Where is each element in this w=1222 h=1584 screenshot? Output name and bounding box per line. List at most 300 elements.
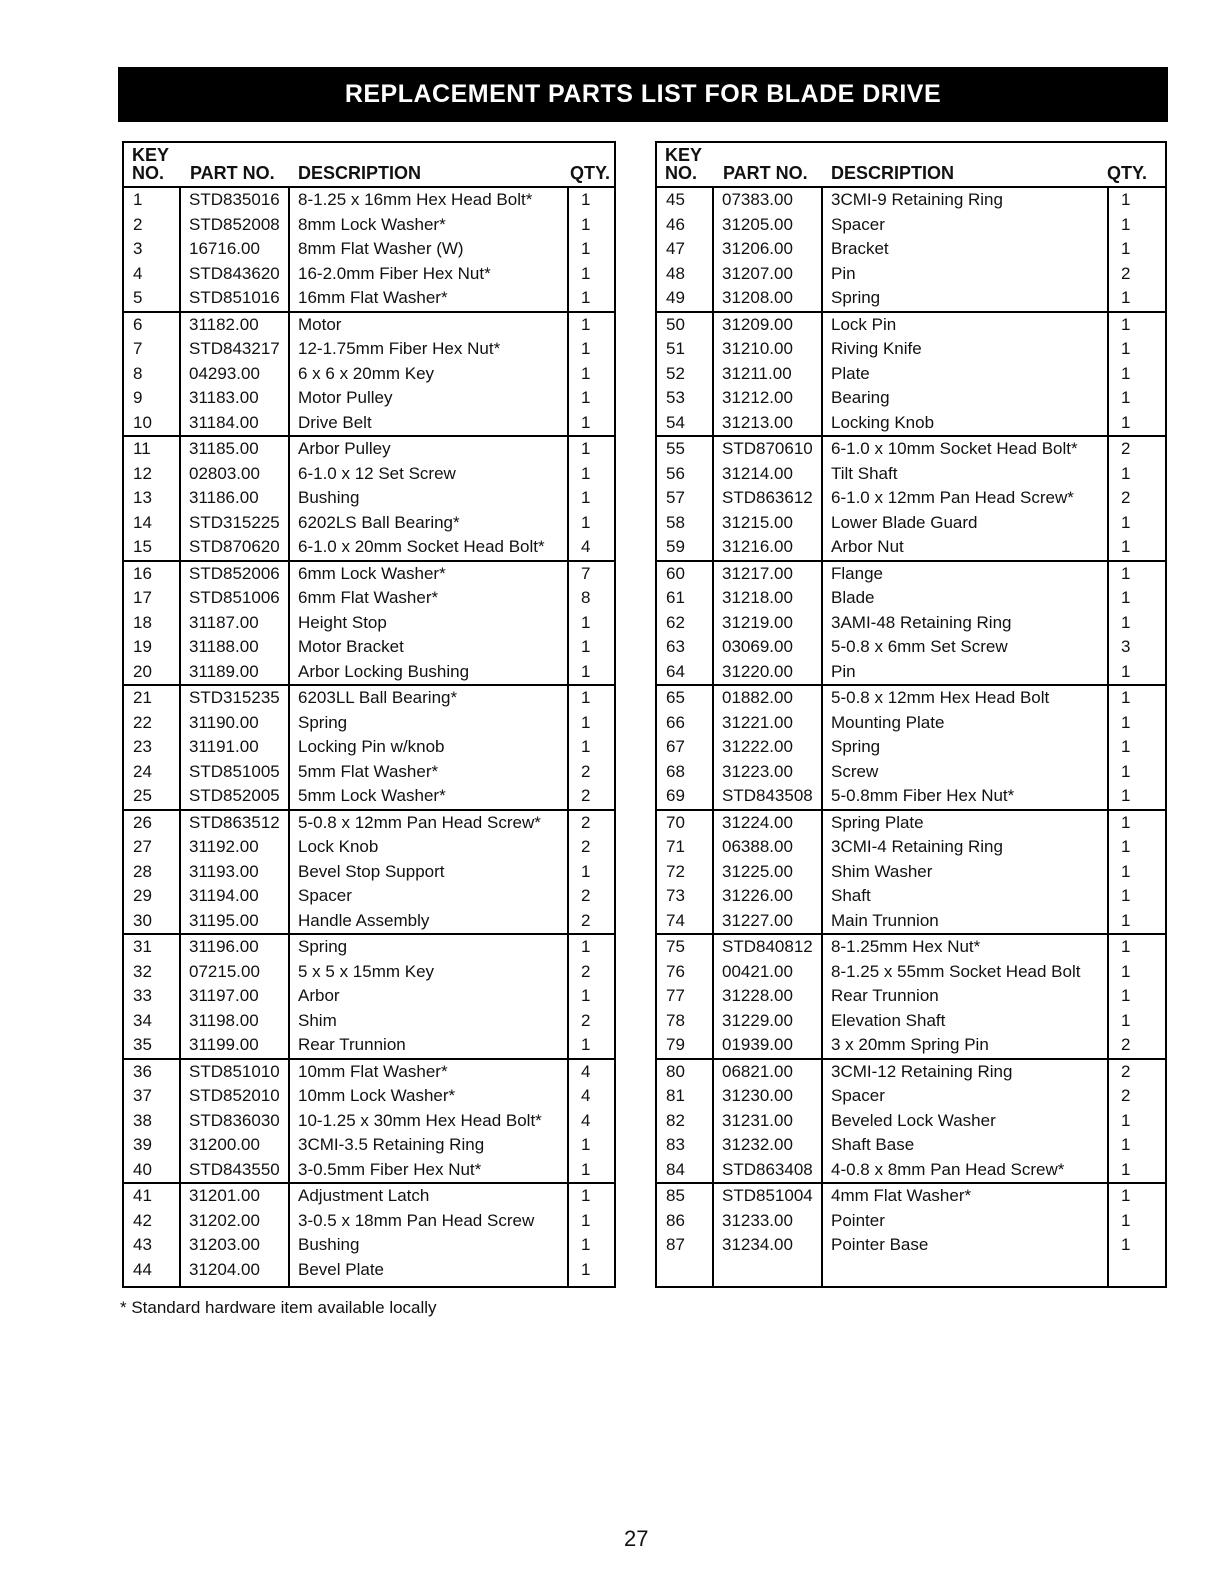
table-row (657, 535, 1165, 560)
part-cell: 31206.00 (714, 237, 823, 262)
table-row (657, 437, 1165, 462)
qty-cell: 2 (1121, 1061, 1131, 1081)
row-group (657, 560, 1165, 685)
qty-cell: 1 (581, 937, 591, 956)
qty-cell: 4 (581, 1110, 591, 1130)
qty-cell: 1 (581, 488, 591, 507)
table-row (124, 1184, 614, 1209)
row-group (124, 311, 614, 436)
part-cell: STD863408 (714, 1158, 823, 1183)
part-cell: 31211.00 (714, 362, 823, 387)
qty-cell: 2 (581, 1010, 591, 1030)
table-row (657, 1084, 1165, 1109)
table-row (657, 213, 1165, 238)
key-cell: 42 (124, 1209, 181, 1234)
desc-cell: 6mm Lock Washer* (290, 562, 569, 587)
qty-cell: 1 (1121, 463, 1131, 483)
desc-cell: Lower Blade Guard (823, 511, 1109, 536)
key-cell: 66 (657, 711, 714, 736)
part-cell: 31195.00 (181, 909, 290, 934)
qty-cell: 1 (581, 1235, 591, 1254)
part-cell: 31221.00 (714, 711, 823, 736)
table-row (657, 760, 1165, 785)
key-cell: 77 (657, 984, 714, 1009)
part-cell: 31232.00 (714, 1133, 823, 1158)
desc-cell: 5mm Lock Washer* (290, 784, 569, 809)
key-cell: 87 (657, 1233, 714, 1258)
table-row (657, 262, 1165, 287)
table-row (657, 1109, 1165, 1134)
row-group (124, 435, 614, 560)
key-cell: 34 (124, 1009, 181, 1034)
table-row (124, 960, 614, 985)
key-cell: 40 (124, 1158, 181, 1183)
part-cell: 31205.00 (714, 213, 823, 238)
part-cell: 31186.00 (181, 486, 290, 511)
key-cell: 81 (657, 1084, 714, 1109)
table-row (124, 1233, 614, 1258)
table-header (657, 143, 1165, 188)
key-cell: 31 (124, 935, 181, 960)
desc-cell: 5-0.8 x 12mm Pan Head Screw* (290, 811, 569, 836)
part-cell: 31192.00 (181, 835, 290, 860)
key-cell: 74 (657, 909, 714, 934)
qty-cell: 1 (581, 1186, 591, 1205)
table-row (657, 486, 1165, 511)
key-cell: 85 (657, 1184, 714, 1209)
key-cell: 67 (657, 735, 714, 760)
table-row (657, 660, 1165, 685)
desc-cell: 5-0.8 x 12mm Hex Head Bolt (823, 686, 1109, 711)
qty-cell: 1 (1121, 812, 1131, 832)
qty-cell: 1 (581, 263, 591, 283)
key-cell: 23 (124, 735, 181, 760)
part-cell: 31183.00 (181, 386, 290, 411)
footnote: * Standard hardware item available locally (120, 1298, 437, 1317)
qty-cell: 1 (581, 1210, 591, 1230)
table-row (657, 386, 1165, 411)
desc-cell: 3AMI-48 Retaining Ring (823, 611, 1109, 636)
desc-cell: 3-0.5 x 18mm Pan Head Screw (290, 1209, 569, 1234)
desc-cell: 6mm Flat Washer* (290, 586, 569, 611)
part-cell: 31204.00 (181, 1258, 290, 1283)
part-cell: 31188.00 (181, 635, 290, 660)
desc-cell: Pin (823, 660, 1109, 685)
table-body (657, 188, 1165, 1286)
table-row (124, 411, 614, 436)
desc-cell: 6 x 6 x 20mm Key (290, 362, 569, 387)
qty-cell: 1 (1121, 761, 1131, 781)
key-cell: 29 (124, 884, 181, 909)
key-cell: 60 (657, 562, 714, 587)
desc-cell: Lock Pin (823, 313, 1109, 338)
key-cell: 2 (124, 213, 181, 238)
header-qty: QTY. (1106, 163, 1147, 183)
qty-cell: 1 (1121, 537, 1131, 556)
qty-cell: 2 (1121, 1035, 1131, 1054)
key-cell: 7 (124, 337, 181, 362)
key-cell: 80 (657, 1060, 714, 1085)
desc-cell: Bevel Plate (290, 1258, 569, 1283)
key-cell: 44 (124, 1258, 181, 1283)
part-cell: STD851005 (181, 760, 290, 785)
part-cell: STD840812 (714, 935, 823, 960)
part-cell: 31199.00 (181, 1033, 290, 1058)
qty-cell: 1 (1121, 314, 1131, 334)
qty-cell: 1 (581, 712, 591, 732)
row-group (657, 933, 1165, 1058)
desc-cell: Riving Knife (823, 337, 1109, 362)
desc-cell: 6-1.0 x 12 Set Screw (290, 462, 569, 487)
desc-cell: Arbor Nut (823, 535, 1109, 560)
desc-cell: 10mm Flat Washer* (290, 1060, 569, 1085)
desc-cell: Shaft (823, 884, 1109, 909)
key-cell: 78 (657, 1009, 714, 1034)
desc-cell: 3CMI-4 Retaining Ring (823, 835, 1109, 860)
desc-cell: Rear Trunnion (290, 1033, 569, 1058)
table-row (124, 611, 614, 636)
desc-cell: 5-0.8mm Fiber Hex Nut* (823, 784, 1109, 809)
table-row (124, 386, 614, 411)
qty-cell: 1 (1121, 786, 1131, 805)
part-cell: 31185.00 (181, 437, 290, 462)
table-row (124, 984, 614, 1009)
qty-cell: 2 (581, 786, 591, 805)
part-cell: 31217.00 (714, 562, 823, 587)
part-cell: STD852006 (181, 562, 290, 587)
table-row (124, 784, 614, 809)
key-cell: 53 (657, 386, 714, 411)
qty-cell: 1 (1121, 363, 1131, 383)
part-cell: 31224.00 (714, 811, 823, 836)
key-cell: 50 (657, 313, 714, 338)
table-row (657, 1009, 1165, 1034)
table-row (657, 635, 1165, 660)
part-cell: 31184.00 (181, 411, 290, 436)
desc-cell: 8-1.25 x 16mm Hex Head Bolt* (290, 188, 569, 213)
table-row (124, 935, 614, 960)
part-cell: 04293.00 (181, 362, 290, 387)
part-cell: 31214.00 (714, 462, 823, 487)
desc-cell: Spring (823, 735, 1109, 760)
part-cell: 31227.00 (714, 909, 823, 934)
part-cell: STD851016 (181, 286, 290, 311)
key-cell: 17 (124, 586, 181, 611)
key-cell: 71 (657, 835, 714, 860)
part-cell: 31228.00 (714, 984, 823, 1009)
key-cell: 21 (124, 686, 181, 711)
part-cell: 06821.00 (714, 1060, 823, 1085)
qty-cell: 1 (581, 986, 591, 1005)
desc-cell: Drive Belt (290, 411, 569, 436)
part-cell: STD852010 (181, 1084, 290, 1109)
table-row (657, 1060, 1165, 1085)
qty-cell: 1 (581, 388, 591, 407)
part-cell: STD863512 (181, 811, 290, 836)
key-cell: 55 (657, 437, 714, 462)
key-cell: 49 (657, 286, 714, 311)
qty-cell: 8 (581, 588, 591, 607)
row-group (124, 933, 614, 1058)
row-group (657, 1182, 1165, 1286)
key-cell: 52 (657, 362, 714, 387)
part-cell: STD852008 (181, 213, 290, 238)
table-row (657, 784, 1165, 809)
key-cell: 15 (124, 535, 181, 560)
table-row (124, 437, 614, 462)
desc-cell: 5 x 5 x 15mm Key (290, 960, 569, 985)
desc-cell: Bevel Stop Support (290, 860, 569, 885)
key-cell: 38 (124, 1109, 181, 1134)
table-row (124, 1084, 614, 1109)
part-cell: STD843217 (181, 337, 290, 362)
key-cell: 82 (657, 1109, 714, 1134)
key-cell: 18 (124, 611, 181, 636)
qty-cell: 1 (1121, 986, 1131, 1005)
qty-cell: 1 (1121, 612, 1131, 632)
qty-cell: 1 (1121, 688, 1131, 707)
table-row (657, 884, 1165, 909)
qty-cell: 1 (1121, 937, 1131, 956)
part-cell: STD851006 (181, 586, 290, 611)
part-cell: 31197.00 (181, 984, 290, 1009)
key-cell (124, 1282, 181, 1286)
qty-cell: 1 (581, 288, 591, 307)
table-row (124, 835, 614, 860)
desc-cell: Shaft Base (823, 1133, 1109, 1158)
part-cell: 31201.00 (181, 1184, 290, 1209)
part-cell: 31191.00 (181, 735, 290, 760)
qty-cell (1109, 1258, 1165, 1287)
key-cell: 59 (657, 535, 714, 560)
desc-cell: Flange (823, 562, 1109, 587)
part-cell: STD852005 (181, 784, 290, 809)
qty-cell: 2 (1121, 1086, 1131, 1105)
qty-cell: 1 (1121, 886, 1131, 905)
table-row (657, 562, 1165, 587)
part-cell: 31193.00 (181, 860, 290, 885)
qty-cell: 1 (1121, 837, 1131, 856)
desc-cell: 12-1.75mm Fiber Hex Nut* (290, 337, 569, 362)
table-row (124, 735, 614, 760)
qty-cell: 1 (1121, 861, 1131, 881)
part-cell (714, 1258, 823, 1287)
key-cell: 58 (657, 511, 714, 536)
table-row (124, 237, 614, 262)
desc-cell: Arbor Locking Bushing (290, 660, 569, 685)
table-row (124, 1060, 614, 1085)
qty-cell: 7 (581, 563, 591, 583)
qty-cell: 1 (581, 239, 591, 258)
key-cell: 54 (657, 411, 714, 436)
table-row (124, 337, 614, 362)
title-banner (118, 67, 1168, 122)
table-row (124, 1209, 614, 1234)
row-group (657, 684, 1165, 809)
qty-cell: 1 (1121, 214, 1131, 234)
table-row (124, 562, 614, 587)
header-key-line1: KEY (132, 145, 170, 165)
table-row (657, 511, 1165, 536)
desc-cell: Bracket (823, 237, 1109, 262)
part-cell: 31234.00 (714, 1233, 823, 1258)
table-row (657, 313, 1165, 338)
qty-cell: 1 (1121, 190, 1131, 209)
desc-cell: 6203LL Ball Bearing* (290, 686, 569, 711)
desc-cell: Pin (823, 262, 1109, 287)
desc-cell: 4-0.8 x 8mm Pan Head Screw* (823, 1158, 1109, 1183)
part-cell: 31212.00 (714, 386, 823, 411)
table-filler-row (124, 1282, 614, 1286)
desc-cell: Locking Pin w/knob (290, 735, 569, 760)
key-cell: 63 (657, 635, 714, 660)
part-cell: STD843508 (714, 784, 823, 809)
desc-cell: 3-0.5mm Fiber Hex Nut* (290, 1158, 569, 1183)
desc-cell: Tilt Shaft (823, 462, 1109, 487)
part-cell: 01882.00 (714, 686, 823, 711)
desc-cell: Bushing (290, 1233, 569, 1258)
table-row (124, 362, 614, 387)
desc-cell: Shim Washer (823, 860, 1109, 885)
table-row (124, 1109, 614, 1134)
qty-cell: 1 (581, 412, 591, 432)
part-cell: 31231.00 (714, 1109, 823, 1134)
key-cell: 61 (657, 586, 714, 611)
part-cell (181, 1282, 290, 1286)
header-description: DESCRIPTION (831, 163, 955, 183)
desc-cell: Lock Knob (290, 835, 569, 860)
table-row (657, 686, 1165, 711)
table-row (657, 286, 1165, 311)
table-row (657, 835, 1165, 860)
table-row (657, 462, 1165, 487)
row-group (657, 188, 1165, 311)
part-cell: STD835016 (181, 188, 290, 213)
desc-cell: Height Stop (290, 611, 569, 636)
key-cell: 9 (124, 386, 181, 411)
table-row (657, 860, 1165, 885)
qty-cell: 1 (581, 637, 591, 656)
desc-cell: Bearing (823, 386, 1109, 411)
row-group (657, 1058, 1165, 1183)
part-cell: 02803.00 (181, 462, 290, 487)
table-row (124, 1033, 614, 1058)
key-cell: 70 (657, 811, 714, 836)
qty-cell: 1 (1121, 1210, 1131, 1230)
qty-cell: 4 (581, 1061, 591, 1081)
qty-cell: 2 (1121, 439, 1131, 458)
qty-cell: 1 (1121, 961, 1131, 981)
desc-cell: 10-1.25 x 30mm Hex Head Bolt* (290, 1109, 569, 1134)
key-cell: 36 (124, 1060, 181, 1085)
qty-cell: 1 (1121, 712, 1131, 732)
part-cell: 31189.00 (181, 660, 290, 685)
qty-cell: 1 (1121, 1186, 1131, 1205)
table-row (657, 188, 1165, 213)
table-row (657, 1233, 1165, 1258)
qty-cell: 2 (581, 837, 591, 856)
qty-cell: 1 (581, 512, 591, 532)
key-cell: 13 (124, 486, 181, 511)
key-cell: 41 (124, 1184, 181, 1209)
key-cell: 19 (124, 635, 181, 660)
table-row (124, 711, 614, 736)
desc-cell: Spring (290, 935, 569, 960)
part-cell: 31233.00 (714, 1209, 823, 1234)
row-group (657, 809, 1165, 934)
row-group (657, 435, 1165, 560)
desc-cell: Spring Plate (823, 811, 1109, 836)
key-cell: 75 (657, 935, 714, 960)
qty-cell: 1 (581, 661, 591, 681)
key-cell: 84 (657, 1158, 714, 1183)
desc-cell: 3CMI-9 Retaining Ring (823, 188, 1109, 213)
desc-cell: 16mm Flat Washer* (290, 286, 569, 311)
qty-cell: 1 (1121, 1110, 1131, 1130)
desc-cell: Main Trunnion (823, 909, 1109, 934)
table-row (657, 1184, 1165, 1209)
key-cell: 73 (657, 884, 714, 909)
table-row (657, 735, 1165, 760)
key-cell: 68 (657, 760, 714, 785)
key-cell: 30 (124, 909, 181, 934)
parts-table-left (122, 141, 616, 1288)
key-cell: 28 (124, 860, 181, 885)
table-row (124, 286, 614, 311)
key-cell: 62 (657, 611, 714, 636)
table-row (124, 811, 614, 836)
desc-cell: Arbor (290, 984, 569, 1009)
part-cell: 31219.00 (714, 611, 823, 636)
table-row (657, 984, 1165, 1009)
part-cell: 31203.00 (181, 1233, 290, 1258)
table-header (124, 143, 614, 188)
part-cell: STD851004 (714, 1184, 823, 1209)
key-cell: 37 (124, 1084, 181, 1109)
table-row (124, 188, 614, 213)
part-cell: STD870620 (181, 535, 290, 560)
qty-cell: 4 (581, 1086, 591, 1105)
qty-cell: 4 (581, 537, 591, 556)
desc-cell: Locking Knob (823, 411, 1109, 436)
table-row (657, 935, 1165, 960)
key-cell: 32 (124, 960, 181, 985)
desc-cell: Spacer (823, 213, 1109, 238)
key-cell: 12 (124, 462, 181, 487)
table-row (124, 1258, 614, 1283)
qty-cell: 1 (1121, 288, 1131, 307)
qty-cell: 1 (1121, 1159, 1131, 1179)
qty-cell: 1 (581, 190, 591, 209)
qty-cell: 1 (1121, 512, 1131, 532)
desc-cell: Elevation Shaft (823, 1009, 1109, 1034)
part-cell: 31215.00 (714, 511, 823, 536)
part-cell: 31190.00 (181, 711, 290, 736)
qty-cell: 1 (1121, 388, 1131, 407)
desc-cell: 6-1.0 x 20mm Socket Head Bolt* (290, 535, 569, 560)
qty-cell: 1 (581, 1259, 591, 1279)
qty-cell: 1 (581, 612, 591, 632)
part-cell: STD315225 (181, 511, 290, 536)
row-group (124, 188, 614, 311)
desc-cell: 5-0.8 x 6mm Set Screw (823, 635, 1109, 660)
part-cell: 31222.00 (714, 735, 823, 760)
header-part-no: PART NO. (190, 163, 275, 183)
part-cell: 31210.00 (714, 337, 823, 362)
row-group (657, 311, 1165, 436)
key-cell: 64 (657, 660, 714, 685)
part-cell: 31213.00 (714, 411, 823, 436)
